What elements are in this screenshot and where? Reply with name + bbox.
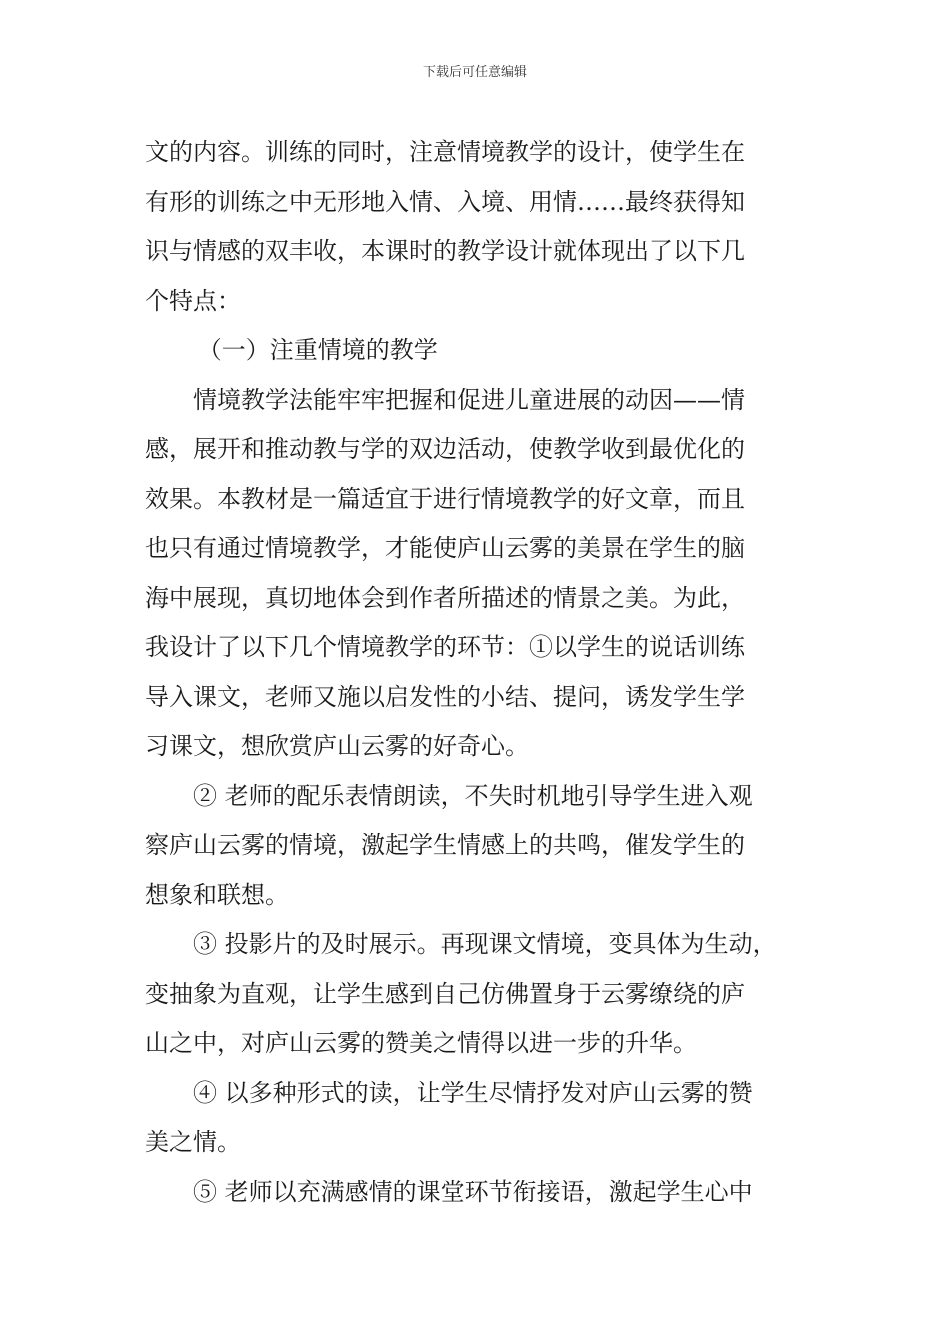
paragraph-item-3 <box>145 920 807 1069</box>
paragraph-item-5 <box>145 1168 807 1218</box>
text-line: 效果。本教材是一篇适宜于进行情境教学的好文章，而且 <box>145 484 745 513</box>
text-line: 感，展开和推动教与学的双边活动，使教学收到最优化的 <box>145 435 745 463</box>
text-line: 文的内容。训练的同时，注意情境教学的设计，使学生在 <box>145 138 745 166</box>
text-line: 导入课文，老师又施以启发性的小结、提问，诱发学生学 <box>145 682 745 711</box>
text-line: ③ 投影片的及时展示。再现课文情境，变具体为生动， <box>193 930 777 958</box>
text-line: 察庐山云雾的情境，激起学生情感上的共鸣，催发学生的 <box>145 831 745 859</box>
text-line: ② 老师的配乐表情朗读，不失时机地引导学生进入观 <box>193 781 753 810</box>
document-body <box>145 128 807 1217</box>
text-line: 情境教学法能牢牢把握和促进儿童进展的动因——情 <box>193 385 745 414</box>
text-line: 我设计了以下几个情境教学的环节：①以学生的说话训练 <box>145 633 745 661</box>
text-line: （一）注重情境的教学 <box>197 336 438 364</box>
text-line: 识与情感的双丰收，本课时的教学设计就体现出了以下几 <box>145 237 745 265</box>
text-line: 也只有通过情境教学，才能使庐山云雾的美景在学生的脑 <box>145 534 745 562</box>
page-header: 下载后可任意编辑 <box>422 65 527 80</box>
paragraph-item-4 <box>145 1069 807 1168</box>
text-line: 个特点： <box>145 286 241 315</box>
text-line: 山之中，对庐山云雾的赞美之情得以进一步的升华。 <box>145 1029 697 1057</box>
text-line: 想象和联想。 <box>145 880 289 909</box>
paragraph-continuation <box>145 128 807 326</box>
text-line: 有形的训练之中无形地入情、入境、用情……最终获得知 <box>145 187 745 216</box>
text-line: 海中展现，真切地体会到作者所描述的情景之美。为此， <box>145 583 745 612</box>
text-line: ⑤ 老师以充满感情的课堂环节衔接语，激起学生心中 <box>193 1177 753 1206</box>
paragraph-situational-teaching <box>145 376 807 772</box>
text-line: 变抽象为直观，让学生感到自己仿佛置身于云雾缭绕的庐 <box>145 979 745 1008</box>
text-line: 美之情。 <box>145 1128 241 1156</box>
text-line: 习课文，想欣赏庐山云雾的好奇心。 <box>145 732 529 760</box>
section-heading <box>145 326 807 376</box>
paragraph-item-2 <box>145 772 807 921</box>
text-line: ④ 以多种形式的读，让学生尽情抒发对庐山云雾的赞 <box>193 1078 753 1107</box>
